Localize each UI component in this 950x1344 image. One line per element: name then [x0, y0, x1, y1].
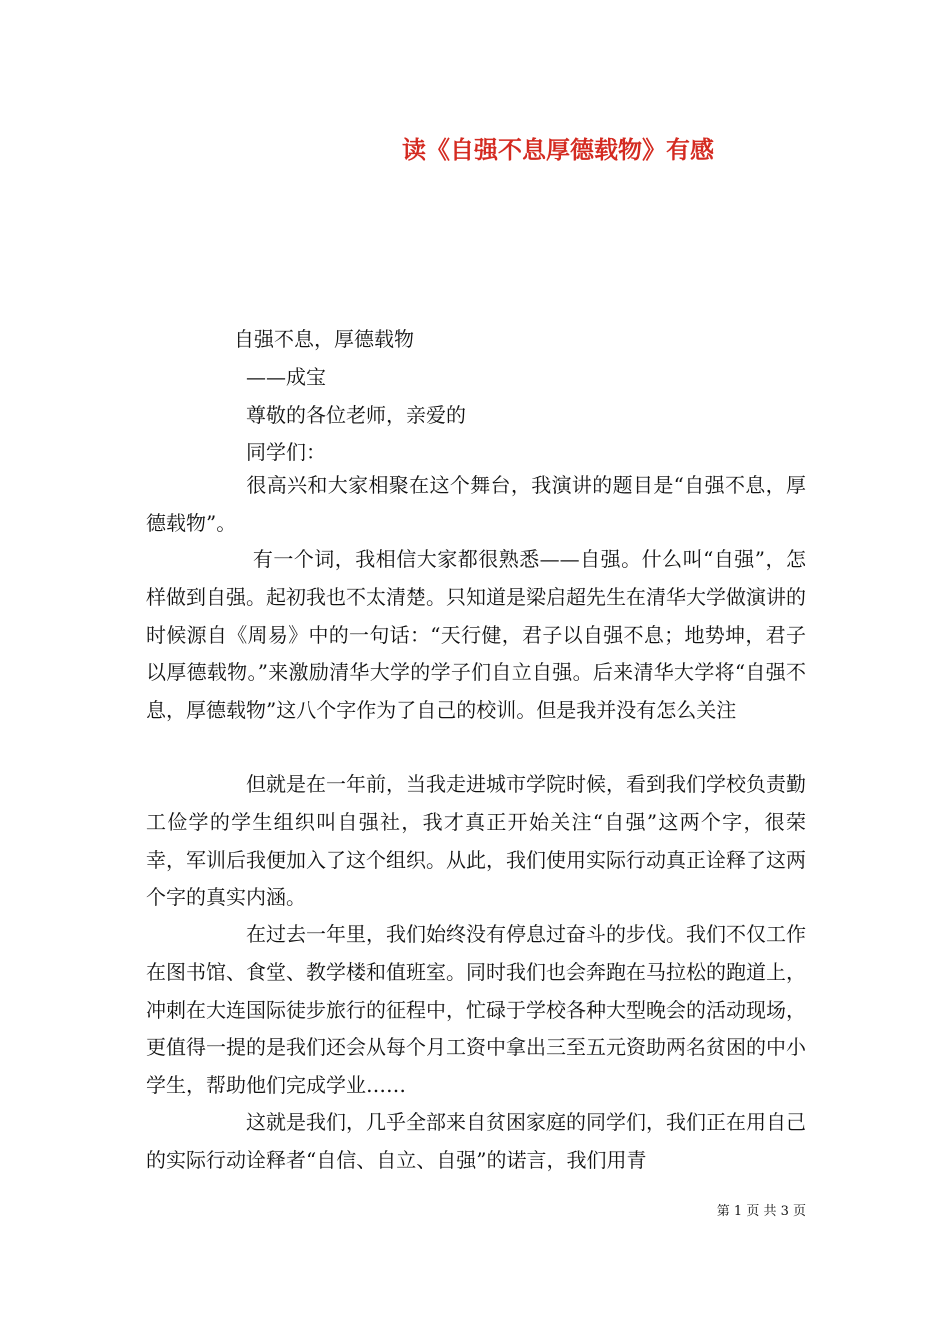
greeting-line-2: 同学们：	[246, 440, 326, 464]
paragraph-2	[146, 541, 806, 730]
speech-title: 自强不息，厚德载物	[234, 327, 414, 351]
page-number-footer: 第 1 页 共 3 页	[716, 1204, 806, 1219]
paragraph-4-text: 在过去一年里，我们始终没有停息过奋斗的步伐。我们不仅工作在图书馆、食堂、教学楼和值班室。同时我们也会奔跑在马拉松的跑道上，冲刺在大连国际徒步旅行的征程中，忙碌于学校各种大型晚会的活动现场，更值得一提的是我们还会从每个月工资中拿出三至五元资助两名贫困的中小学生，帮助他们完成学业……	[146, 922, 806, 1098]
greeting-line-1: 尊敬的各位老师，亲爱的	[246, 403, 466, 427]
paragraph-1	[146, 467, 806, 543]
paragraph-5	[146, 1104, 806, 1180]
paragraph-5-text: 这就是我们，几乎全部来自贫困家庭的同学们，我们正在用自己的实际行动诠释者“自信、自立、自强”的诺言，我们用青	[146, 1110, 806, 1172]
paragraph-3-text: 但就是在一年前，当我走进城市学院时候，看到我们学校负责勤工俭学的学生组织叫自强社，我才真正开始关注“自强”这两个字，很荣幸，军训后我便加入了这个组织。从此，我们使用实际行动真正诠释了这两个字的真实内涵。	[146, 772, 806, 910]
paragraph-4	[146, 916, 806, 1105]
paragraph-3	[146, 766, 806, 917]
document-title: 读《自强不息厚德载物》有感	[402, 136, 714, 164]
author-line: ——成宝	[246, 365, 326, 389]
paragraph-2-text: 有一个词，我相信大家都很熟悉——自强。什么叫“自强”，怎样做到自强。起初我也不太清楚。只知道是梁启超先生在清华大学做演讲的时候源自《周易》中的一句话：“天行健，君子以自强不息；地势坤，君子以厚德载物。”来激励清华大学的学子们自立自强。后来清华大学将“自强不息，厚德载物”这八个字作为了自己的校训。但是我并没有怎么关注	[146, 547, 806, 723]
paragraph-1-text: 很高兴和大家相聚在这个舞台，我演讲的题目是“自强不息，厚德载物”。	[146, 473, 806, 535]
